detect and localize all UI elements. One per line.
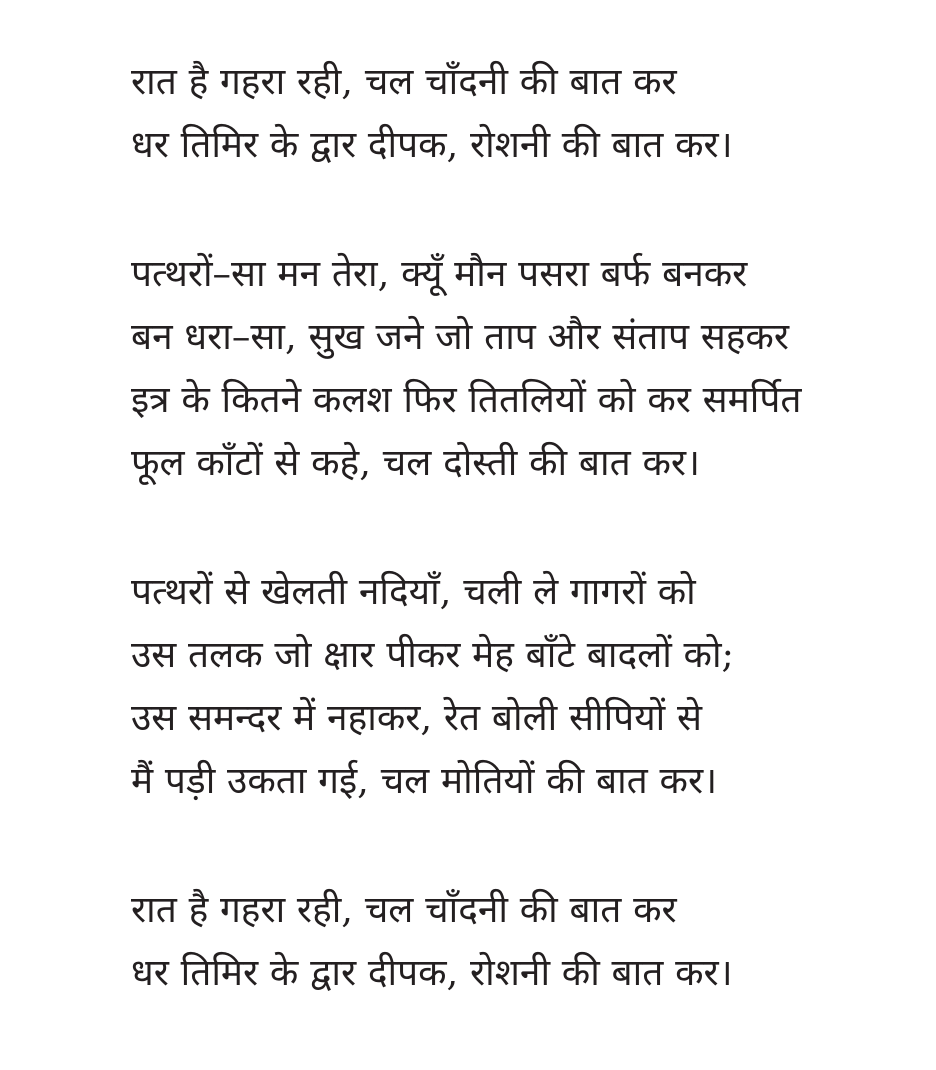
poem-line: उस तलक जो क्षार पीकर मेह बाँटे बादलों को; xyxy=(131,633,735,676)
stanza-2 xyxy=(131,242,921,494)
poem-line: पत्थरों से खेलती नदियाँ, चली ले गागरों को xyxy=(131,570,696,613)
poem xyxy=(131,50,921,1070)
poem-line: मैं पड़ी उकता गई, चल मोतियों की बात कर। xyxy=(131,759,718,802)
stanza-3 xyxy=(131,560,921,812)
poem-line: धर तिमिर के द्वार दीपक, रोशनी की बात कर। xyxy=(131,951,733,994)
poem-line: रात है गहरा रही, चल चाँदनी की बात कर xyxy=(131,888,677,931)
poem-line: इत्र के कितने कलश फिर तितलियों को कर समर्पित xyxy=(131,378,802,421)
poem-line: पत्थरों–सा मन तेरा, क्यूँ मौन पसरा बर्फ बनकर xyxy=(131,252,748,295)
stanza-1 xyxy=(131,50,921,176)
poem-line: धर तिमिर के द्वार दीपक, रोशनी की बात कर। xyxy=(131,123,733,166)
stanza-4 xyxy=(131,878,921,1004)
poem-line: बन धरा–सा, सुख जने जो ताप और संताप सहकर xyxy=(131,315,789,358)
poem-line: रात है गहरा रही, चल चाँदनी की बात कर xyxy=(131,60,677,103)
poem-line: फूल काँटों से कहे, चल दोस्ती की बात कर। xyxy=(131,441,701,484)
poem-line: उस समन्दर में नहाकर, रेत बोली सीपियों से xyxy=(131,696,703,739)
